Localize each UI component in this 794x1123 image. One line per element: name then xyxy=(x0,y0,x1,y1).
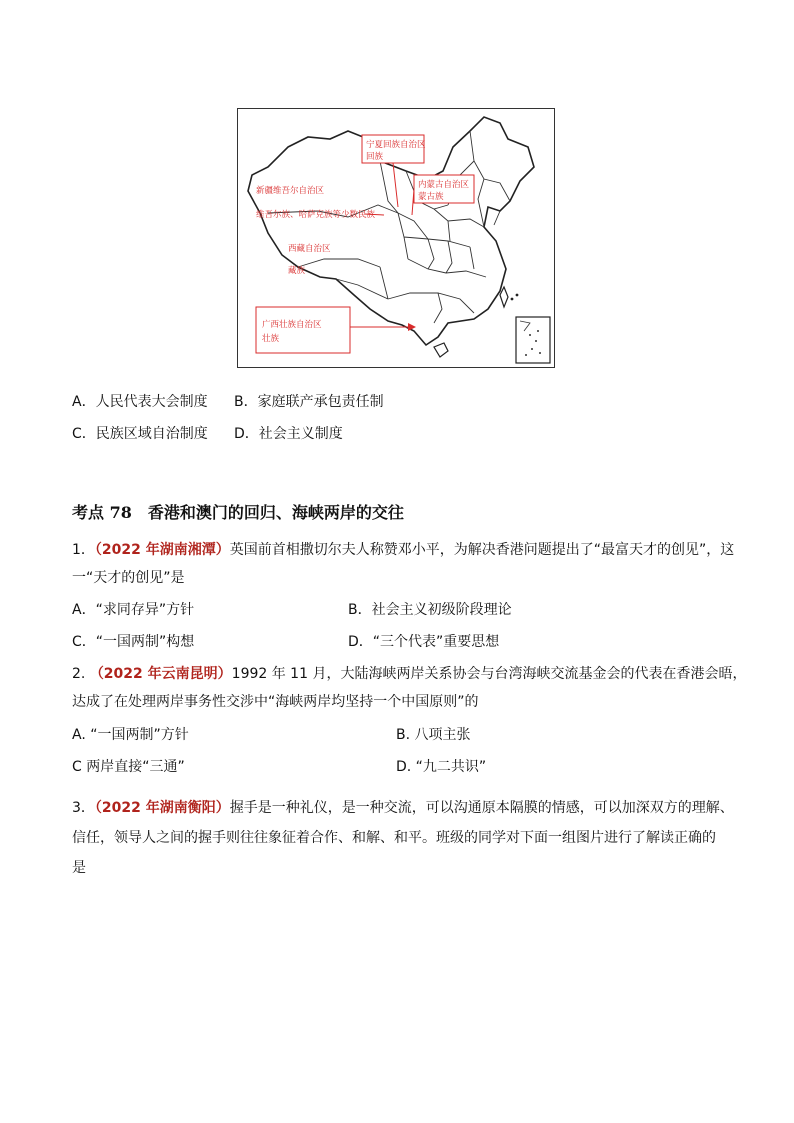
label-xinjiang-people: 维吾尔族、哈萨克族等少数民族 xyxy=(256,210,376,220)
label-neimenggu-name: 内蒙古自治区 xyxy=(418,180,470,190)
question-2-option-c: C 两岸直接“三通” xyxy=(72,759,185,775)
prev-option-b: B．家庭联产承包责任制 xyxy=(234,394,384,410)
label-xizang-people: 藏族 xyxy=(288,266,306,276)
question-3-line-1 xyxy=(72,798,734,818)
question-1-number: 1． xyxy=(72,542,95,558)
question-3-line-3: 是 xyxy=(72,860,86,876)
label-xinjiang-name: 新疆维吾尔自治区 xyxy=(256,186,325,196)
question-1-option-a: A．“求同存异”方针 xyxy=(72,602,195,618)
label-guangxi-people: 壮族 xyxy=(262,334,280,344)
hainan-island xyxy=(434,343,448,357)
section-title: 考点 78 香港和澳门的回归、海峡两岸的交往 xyxy=(72,503,404,522)
prev-option-a: A．人民代表大会制度 xyxy=(72,394,208,410)
question-1-line-2: 一“天才的创见”是 xyxy=(72,570,185,586)
question-1-option-d: D．“三个代表”重要思想 xyxy=(348,634,500,650)
label-neimenggu-people: 蒙古族 xyxy=(418,192,444,202)
question-3-source: （2022 年湖南衡阳） xyxy=(94,800,230,816)
question-1-line-1 xyxy=(72,540,734,560)
label-ningxia-people: 回族 xyxy=(366,152,384,162)
label-xizang-name: 西藏自治区 xyxy=(288,244,331,254)
question-1-option-c: C．“一国两制”构想 xyxy=(72,634,195,650)
question-3-line-2: 信任，领导人之间的握手则往往象征着合作、和解、和平。班级的同学对下面一组图片进行了解读正确的 xyxy=(72,830,716,846)
question-2-option-b: B. 八项主张 xyxy=(396,727,471,743)
china-map-drawing xyxy=(238,109,554,367)
taiwan-island xyxy=(500,287,508,307)
question-1-text-1: 英国前首相撒切尔夫人称赞邓小平，为解决香港问题提出了“最富天才的创见”，这 xyxy=(229,542,735,558)
south-sea-inset xyxy=(516,317,550,363)
prev-option-c: C．民族区域自治制度 xyxy=(72,426,208,442)
question-2-text-1: 1992 年 11 月，大陆海峡两岸关系协会与台湾海峡交流基金会的代表在香港会晤， xyxy=(231,666,747,682)
label-ningxia-name: 宁夏回族自治区 xyxy=(366,140,426,150)
question-3-text-1: 握手是一种礼仪，是一种交流，可以沟通原本隔膜的情感，可以加深双方的理解、 xyxy=(229,800,734,816)
question-3-number: 3． xyxy=(72,800,95,816)
question-2-line-1 xyxy=(72,664,746,684)
question-2-option-d: D. “九二共识” xyxy=(396,759,487,775)
question-1-option-b: B．社会主义初级阶段理论 xyxy=(348,602,512,618)
question-2-option-a: A. “一国两制”方针 xyxy=(72,727,189,743)
question-2-source: （2022 年云南昆明） xyxy=(89,666,232,682)
question-1-source: （2022 年湖南湘潭） xyxy=(94,542,230,558)
label-guangxi-name: 广西壮族自治区 xyxy=(262,320,322,330)
prev-option-d: D．社会主义制度 xyxy=(234,426,343,442)
question-2-number: 2. xyxy=(72,666,90,682)
question-2-line-2: 达成了在处理两岸事务性交涉中“海峡两岸均坚持一个中国原则”的 xyxy=(72,694,479,710)
china-autonomous-regions-map xyxy=(237,108,555,368)
